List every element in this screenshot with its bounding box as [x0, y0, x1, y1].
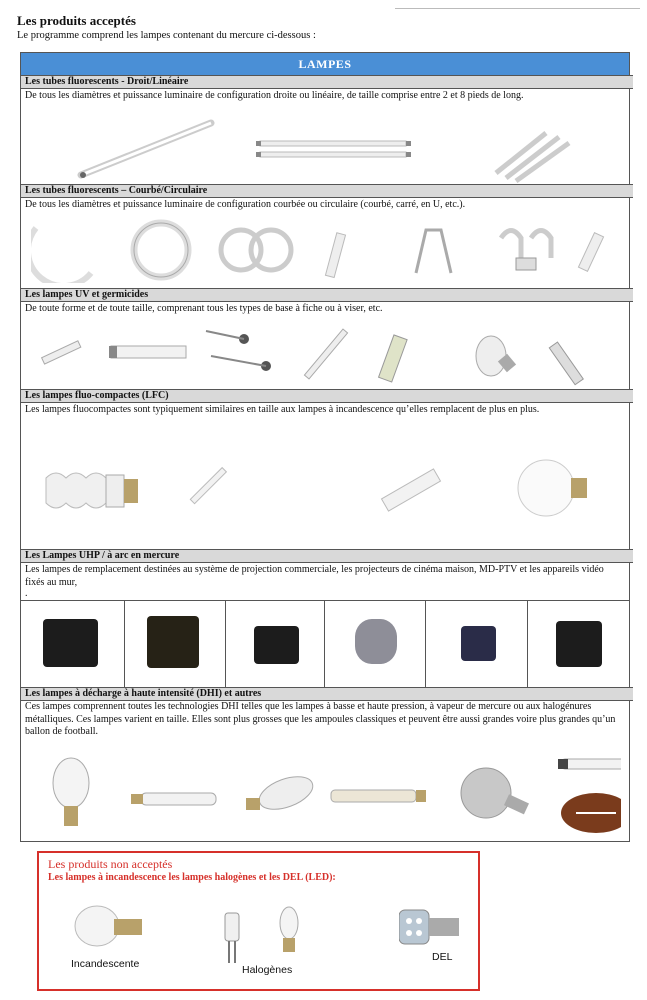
linear-tube-image — [71, 115, 221, 185]
led-bulb-image — [399, 908, 474, 953]
section-header-hid: Les lampes à décharge à haute intensité (DHI) et autres — [21, 687, 633, 701]
uhp-cell — [125, 601, 226, 687]
rejected-title: Les produits non acceptés — [48, 857, 173, 871]
tube-bundle-image — [491, 123, 571, 183]
cfl-lamps-images — [36, 453, 616, 523]
section-header-circular: Les tubes fluorescents – Courbé/Circulaire — [21, 184, 633, 198]
section-header-cfl: Les lampes fluo-compactes (LFC) — [21, 389, 633, 403]
section-desc-uv: De toute forme et de toute taille, comprenant tous les types de base à fiche ou à viser, etc. — [25, 303, 383, 314]
top-rule — [395, 8, 640, 9]
uhp-image-grid — [21, 600, 629, 688]
halogen-bulbs-image — [217, 903, 307, 973]
section-header-linear: Les tubes fluorescents - Droit/Linéaire — [21, 75, 633, 89]
uhp-cell — [21, 601, 125, 687]
section-desc-cfl: Les lampes fluocompactes sont typiquement similaires en taille aux lampes à incandescence qu’elles remplacent de plus en plus. — [25, 404, 540, 415]
page-title: Les produits acceptés — [17, 13, 136, 28]
section-header-uhp: Les Lampes UHP / à arc en mercure — [21, 549, 633, 563]
section-desc-hid: Ces lampes comprennent toutes les technologies DHI telles que les lampes à basse et haute pression, à vapeur de mercure ou aux halogénures métalliques. Ces lampes varient en taille. Elles sont plus grosses que les ampoules classiques et peuvent être aussi grandes voire plus grandes qu’un ballon de football. — [25, 701, 616, 737]
table-banner: LAMPES — [21, 53, 629, 75]
uhp-cell — [426, 601, 528, 687]
uv-lamps-images — [31, 321, 611, 389]
twin-tubes-image — [256, 138, 411, 162]
uhp-cell — [325, 601, 426, 687]
label-incandescent: Incandescente — [71, 958, 140, 970]
incandescent-bulb-image — [69, 901, 149, 956]
section-desc-circular: De tous les diamètres et puissance luminaire de configuration courbée ou circulaire (courbé, carré, en U, etc.). — [25, 199, 466, 210]
lamps-table — [20, 52, 630, 842]
uhp-cell — [528, 601, 629, 687]
section-header-uv: Les lampes UV et germicides — [21, 288, 633, 302]
uhp-cell — [226, 601, 325, 687]
section-desc-uhp-extra: . — [25, 588, 28, 599]
label-halogen: Halogènes — [242, 964, 293, 976]
label-led: DEL — [432, 951, 453, 963]
intro-text: Le programme comprend les lampes contenant du mercure ci-dessous : — [17, 30, 316, 41]
rejected-products-box — [37, 851, 480, 991]
hid-lamps-images — [46, 753, 621, 838]
rejected-subtitle: Les lampes à incandescence les lampes halogènes et les DEL (LED): — [48, 872, 336, 883]
section-desc-uhp: Les lampes de remplacement destinées au système de projection commerciale, les projecteurs de cinéma maison, MD-PTV et les appareils vidéo fixés au mur, — [25, 564, 604, 588]
circular-tubes-images — [31, 218, 606, 283]
section-desc-linear: De tous les diamètres et puissance luminaire de configuration droite ou linéaire, de taille comprise entre 2 et 8 pieds de long. — [25, 90, 524, 101]
